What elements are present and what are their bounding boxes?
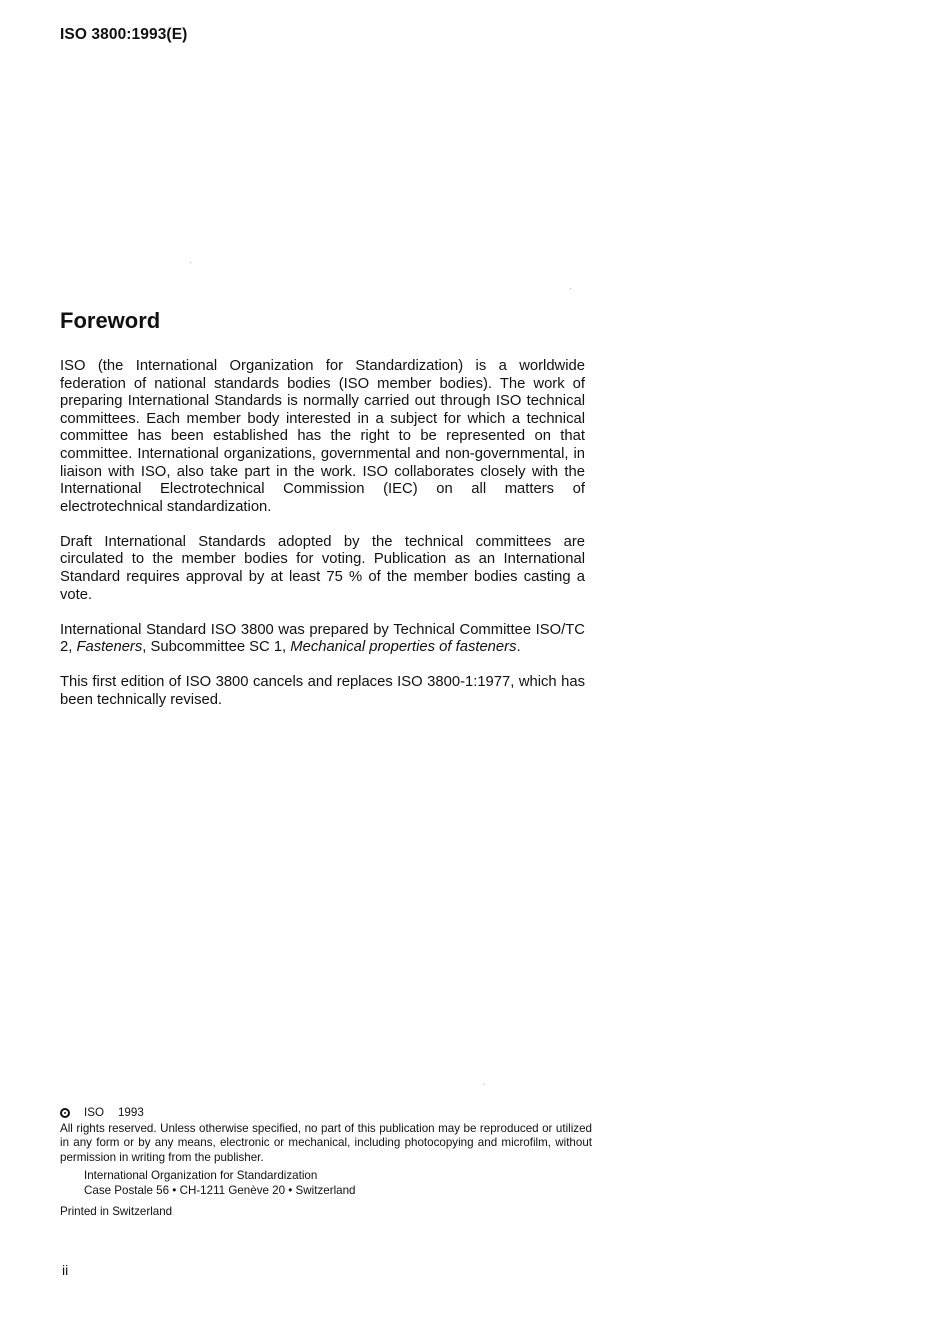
- copyright-notice: [60, 1106, 592, 1219]
- copyright-icon: [60, 1108, 70, 1118]
- copyright-owner: ISO: [84, 1106, 104, 1119]
- rights-statement: All rights reserved. Unless otherwise specified, no part of this publication may be reproduced or utilized in any form or by any means, electronic or mechanical, including photocopying and microfilm, without permission in writing from the publisher.: [60, 1121, 592, 1164]
- printed-in: Printed in Switzerland: [60, 1204, 173, 1218]
- p3-subcommittee-name: Mechanical properties of fasteners: [290, 639, 517, 656]
- p3-text-2: , Subcommittee SC 1,: [142, 639, 291, 656]
- p3-text-1: International Standard ISO 3800 was prepared by Technical Committee ISO/TC 2,: [60, 621, 585, 656]
- address-line-2: Case Postale 56 • CH-1211 Genève 20 • Switzerland: [84, 1183, 356, 1197]
- page-number: ii: [62, 1262, 69, 1278]
- scan-speck: [190, 262, 191, 263]
- scan-speck: [570, 288, 571, 289]
- copyright-year: 1993: [117, 1106, 144, 1119]
- p3-committee-name: Fasteners: [76, 639, 143, 656]
- foreword-body: [60, 358, 585, 727]
- p3-text-3: .: [516, 639, 521, 656]
- foreword-paragraph-4: This first edition of ISO 3800 cancels and replaces ISO 3800-1:1977, which has been technically revised.: [60, 674, 585, 708]
- copyright-line: [60, 1106, 592, 1121]
- foreword-paragraph-1: ISO (the International Organization for Standardization) is a worldwide federation of national standards bodies (ISO member bodies). The work of preparing International Standards is normally carried out through ISO technical committees. Each member body interested in a subject for which a technical committee has been established has the right to be represented on that committee. International organizations, governmental and non-governmental, in liaison with ISO, also take part in the work. ISO collaborates closely with the International Electrotechnical Commission (IEC) on all matters of electrotechnical standardization.: [60, 358, 585, 515]
- scan-speck: [484, 1084, 485, 1085]
- foreword-title: Foreword: [60, 308, 161, 333]
- foreword-paragraph-2: Draft International Standards adopted by the technical committees are circulated to the member bodies for voting. Publication as an International Standard requires approval by at least 75 % of the member bodies casting a vote.: [60, 533, 585, 603]
- address-line-1: International Organization for Standardization: [84, 1169, 318, 1183]
- publisher-address: [84, 1169, 592, 1198]
- document-id-header: ISO 3800:1993(E): [60, 26, 188, 43]
- foreword-paragraph-3: [60, 622, 585, 657]
